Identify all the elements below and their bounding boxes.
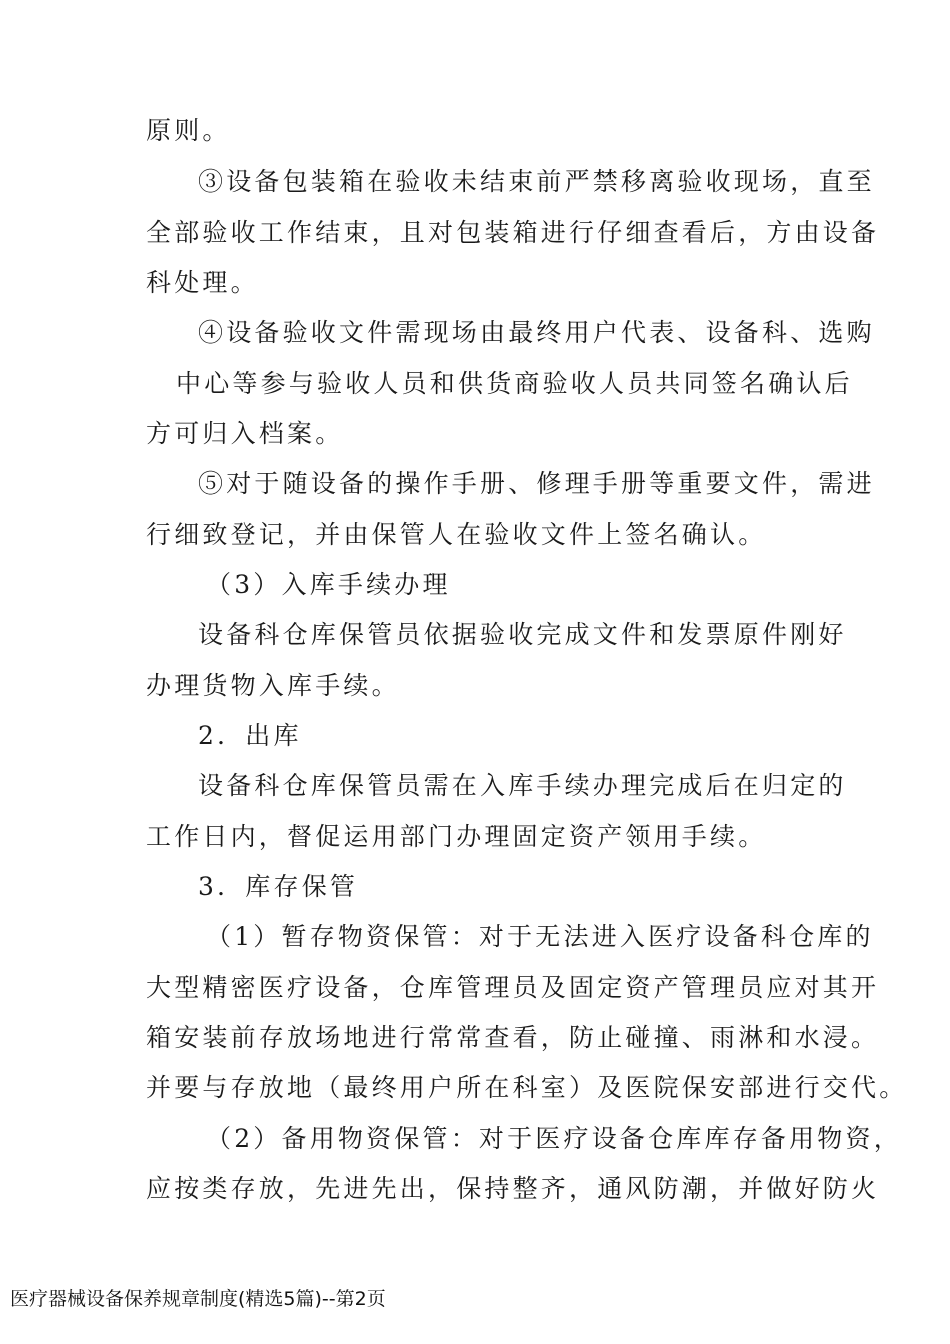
paragraph-line: ③设备包装箱在验收未结束前严禁移离验收现场，直至 (198, 167, 875, 196)
paragraph-line: 原则。 (146, 116, 231, 145)
section-heading: 2．出库 (198, 721, 302, 750)
section-heading: （3）入库手续办理 (206, 570, 451, 599)
paragraph-line: 设备科仓库保管员依据验收完成文件和发票原件刚好 (198, 620, 847, 649)
paragraph-line: （2）备用物资保管：对于医疗设备仓库库存备用物资， (206, 1124, 902, 1153)
page-footer: 医疗器械设备保养规章制度(精选5篇)--第2页 (10, 1288, 386, 1310)
paragraph-line: 全部验收工作结束，且对包装箱进行仔细查看后，方由设备 (146, 218, 880, 247)
paragraph-line: 箱安装前存放场地进行常常查看，防止碰撞、雨淋和水浸。 (146, 1023, 880, 1052)
paragraph-line: （1）暂存物资保管：对于无法进入医疗设备科仓库的 (206, 922, 874, 951)
paragraph-line: 中心等参与验收人员和供货商验收人员共同签名确认后 (176, 369, 853, 398)
paragraph-line: 大型精密医疗设备，仓库管理员及固定资产管理员应对其开 (146, 973, 880, 1002)
paragraph-line: ④设备验收文件需现场由最终用户代表、设备科、选购 (198, 318, 875, 347)
paragraph-line: 设备科仓库保管员需在入库手续办理完成后在归定的 (198, 771, 847, 800)
paragraph-line: ⑤对于随设备的操作手册、修理手册等重要文件，需进 (198, 469, 875, 498)
paragraph-line: 行细致登记，并由保管人在验收文件上签名确认。 (146, 520, 767, 549)
paragraph-line: 应按类存放，先进先出，保持整齐，通风防潮，并做好防火 (146, 1174, 880, 1203)
paragraph-line: 方可归入档案。 (146, 419, 344, 448)
paragraph-line: 办理货物入库手续。 (146, 671, 400, 700)
paragraph-line: 科处理。 (146, 268, 259, 297)
section-heading: 3．库存保管 (198, 872, 359, 901)
paragraph-line: 并要与存放地（最终用户所在科室）及医院保安部进行交代。 (146, 1073, 908, 1102)
paragraph-line: 工作日内，督促运用部门办理固定资产领用手续。 (146, 822, 767, 851)
